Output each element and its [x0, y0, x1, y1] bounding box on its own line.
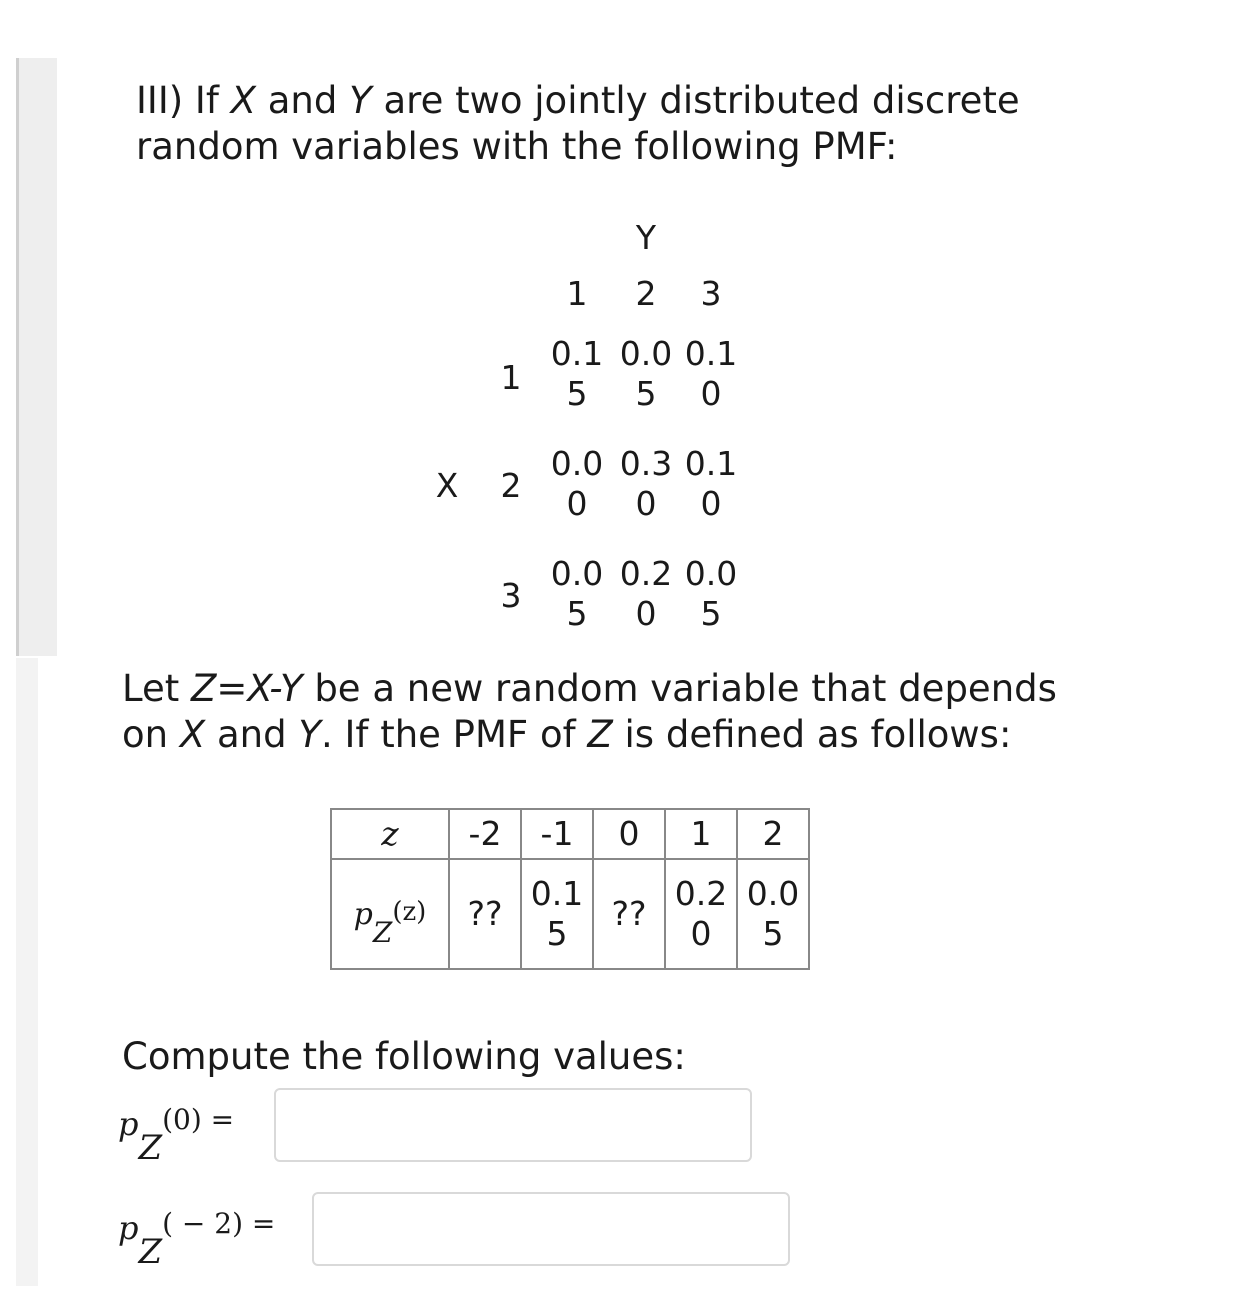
pmf-cell: 0.1 0	[684, 334, 738, 413]
pz-cell: 0.0 5	[737, 859, 809, 969]
row-header: 2	[500, 466, 522, 505]
left-margin-bar-lower	[16, 658, 38, 1286]
pz-label-cell: $p_Z(z)$	[331, 859, 449, 969]
pmf-cell: 0.0 5	[684, 554, 738, 633]
pz0-label: pZ(0) =	[118, 1103, 235, 1168]
col-var-label: Y	[635, 218, 657, 257]
pmf-cell: 0.1 0	[684, 444, 738, 523]
row-header: 3	[500, 576, 522, 615]
pz-cell: 0.2 0	[665, 859, 737, 969]
z-value-cell: -2	[449, 809, 521, 859]
table-row	[331, 859, 809, 969]
pz0-answer-input[interactable]	[274, 1088, 752, 1162]
left-margin-bar	[16, 58, 57, 656]
pmf-cell: 0.3 0	[619, 444, 673, 523]
z-pmf-table	[330, 808, 810, 970]
compute-heading: Compute the following values:	[122, 1035, 686, 1078]
pz-cell: 0.1 5	[521, 859, 593, 969]
col-header: 2	[635, 274, 657, 313]
pmf-cell: 0.2 0	[619, 554, 673, 633]
pmf-cell: 0.0 5	[550, 554, 604, 633]
question-intro: III) If X and Y are two jointly distributed discrete random variables with the following PMF:	[136, 79, 1020, 168]
table-row	[331, 809, 809, 859]
col-header: 1	[566, 274, 588, 313]
row-var-label: X	[435, 466, 459, 505]
z-value-cell: 0	[593, 809, 665, 859]
col-header: 3	[700, 274, 722, 313]
z-value-cell: 2	[737, 809, 809, 859]
pz-cell: ??	[449, 859, 521, 969]
z-header-cell: z	[331, 809, 449, 859]
row-header: 1	[500, 358, 522, 397]
z-definition-text: Let Z=X-Y be a new random variable that depends on X and Y. If the PMF of Z is defined as follows:	[122, 667, 1057, 756]
pz-minus2-label: pZ( − 2) =	[118, 1207, 276, 1272]
pmf-cell: 0.0 5	[619, 334, 673, 413]
pz-cell: ??	[593, 859, 665, 969]
pz-minus2-answer-input[interactable]	[312, 1192, 790, 1266]
z-value-cell: 1	[665, 809, 737, 859]
z-value-cell: -1	[521, 809, 593, 859]
pmf-cell: 0.0 0	[550, 444, 604, 523]
pmf-cell: 0.1 5	[550, 334, 604, 413]
